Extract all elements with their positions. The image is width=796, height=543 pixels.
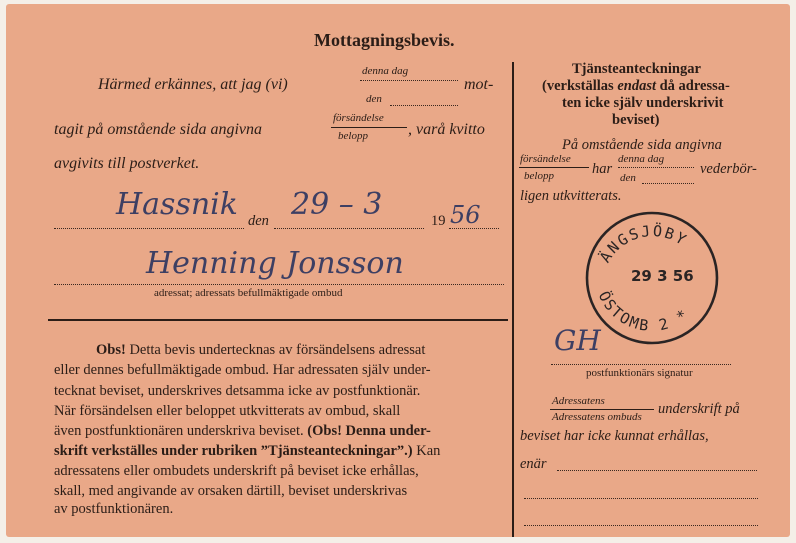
obs-line5: även postfunktionären underskriva beviset. (Obs! Denna under-: [54, 423, 431, 439]
blank-line-1: [524, 498, 758, 499]
ack-line1: Härmed erkännes, att jag (vi): [98, 76, 288, 93]
year-line: [449, 228, 499, 229]
fraction-line: [331, 127, 407, 128]
obs-line6: skrift verkställes under rubriken ”Tjänsteanteckningar”.) Kan: [54, 443, 441, 459]
right-vederbor: vederbör-: [700, 161, 757, 177]
section-rule: [48, 319, 508, 321]
forsandelse-label: försändelse: [333, 112, 384, 124]
right-forsandelse: försändelse: [520, 153, 571, 165]
enar-label: enär: [520, 456, 547, 472]
underskrift-pa: underskrift på: [658, 401, 740, 417]
adressatens-fraction: [550, 409, 654, 410]
den-line: [390, 105, 458, 106]
right-den: den: [620, 172, 636, 184]
obs-line2: eller dennes befullmäktigade ombud. Har adressaten själv under-: [54, 362, 431, 378]
ack-line2: tagit på omstående sida angivna: [54, 121, 262, 138]
obs-line4: När försändelsen eller beloppet utkvitterats av ombud, skall: [54, 403, 401, 419]
place-line: [54, 228, 244, 229]
obs-line3: tecknat beviset, underskrives detsamma icke av postfunktionär.: [54, 383, 421, 399]
ombuds-label: Adressatens ombuds: [552, 411, 642, 423]
postal-signature-line: [551, 364, 731, 365]
receipt-card: [6, 4, 790, 537]
signature-caption: adressat; adressats befullmäktigade ombud: [154, 287, 343, 299]
day-line: [360, 80, 458, 81]
right-sub3: beviset): [612, 112, 660, 128]
right-fraction: [519, 167, 589, 168]
right-belopp: belopp: [524, 170, 554, 182]
den-label: den: [366, 93, 382, 105]
right-day-line: [618, 167, 694, 168]
column-divider: [512, 62, 514, 537]
postmark-stamp: [583, 209, 721, 347]
obs-line7: adressatens eller ombudets underskrift på beviset icke erhållas,: [54, 463, 419, 479]
handwritten-year: 56: [450, 201, 481, 229]
right-p1: På omstående sida angivna: [562, 137, 722, 153]
right-sub2: ten icke själv underskrivit: [562, 95, 724, 111]
date-line: [274, 228, 424, 229]
obs-line9: av postfunktionären.: [54, 501, 174, 517]
belopp-label: belopp: [338, 130, 368, 142]
den-word: den: [248, 213, 269, 229]
ack-line1-end: mot-: [464, 76, 494, 93]
handwritten-place: Hassnik: [116, 187, 238, 222]
right-den-line: [642, 183, 694, 184]
ack-line2-end: , varå kvitto: [408, 121, 485, 138]
stamp-date: 29 3 56: [631, 267, 694, 285]
right-ligen: ligen utkvitterats.: [520, 188, 622, 204]
day-label: denna dag: [362, 65, 409, 77]
beviset-line: beviset har icke kunnat erhållas,: [520, 428, 709, 444]
enar-line: [557, 470, 757, 471]
page-title: Mottagningsbevis.: [314, 30, 455, 50]
handwritten-signature: Henning Jonsson: [146, 246, 404, 281]
right-sub1: (verkställas endast då adressa-: [542, 78, 730, 94]
adressatens-label: Adressatens: [552, 395, 605, 407]
stamp-bottom-text: ÖSTOMB 2 *: [594, 288, 693, 336]
postal-signature-caption: postfunktionärs signatur: [586, 367, 693, 379]
right-denna-dag: denna dag: [618, 153, 665, 165]
obs-line1: Obs! Detta bevis undertecknas av försändelsens adressat: [96, 342, 426, 358]
signature-line: [54, 284, 504, 285]
stamp-top-text: ÄNGSJÖBY: [595, 221, 691, 266]
ack-line3: avgivits till postverket.: [54, 155, 200, 172]
handwritten-initials: GH: [554, 324, 601, 357]
right-har: har: [592, 161, 613, 177]
year-prefix: 19: [431, 213, 446, 229]
obs-line8: skall, med angivande av orsaken därtill, beviset underskrivas: [54, 483, 408, 499]
handwritten-date: 29 – 3: [291, 187, 383, 222]
blank-line-2: [524, 525, 758, 526]
right-heading: Tjänsteanteckningar: [572, 61, 701, 77]
